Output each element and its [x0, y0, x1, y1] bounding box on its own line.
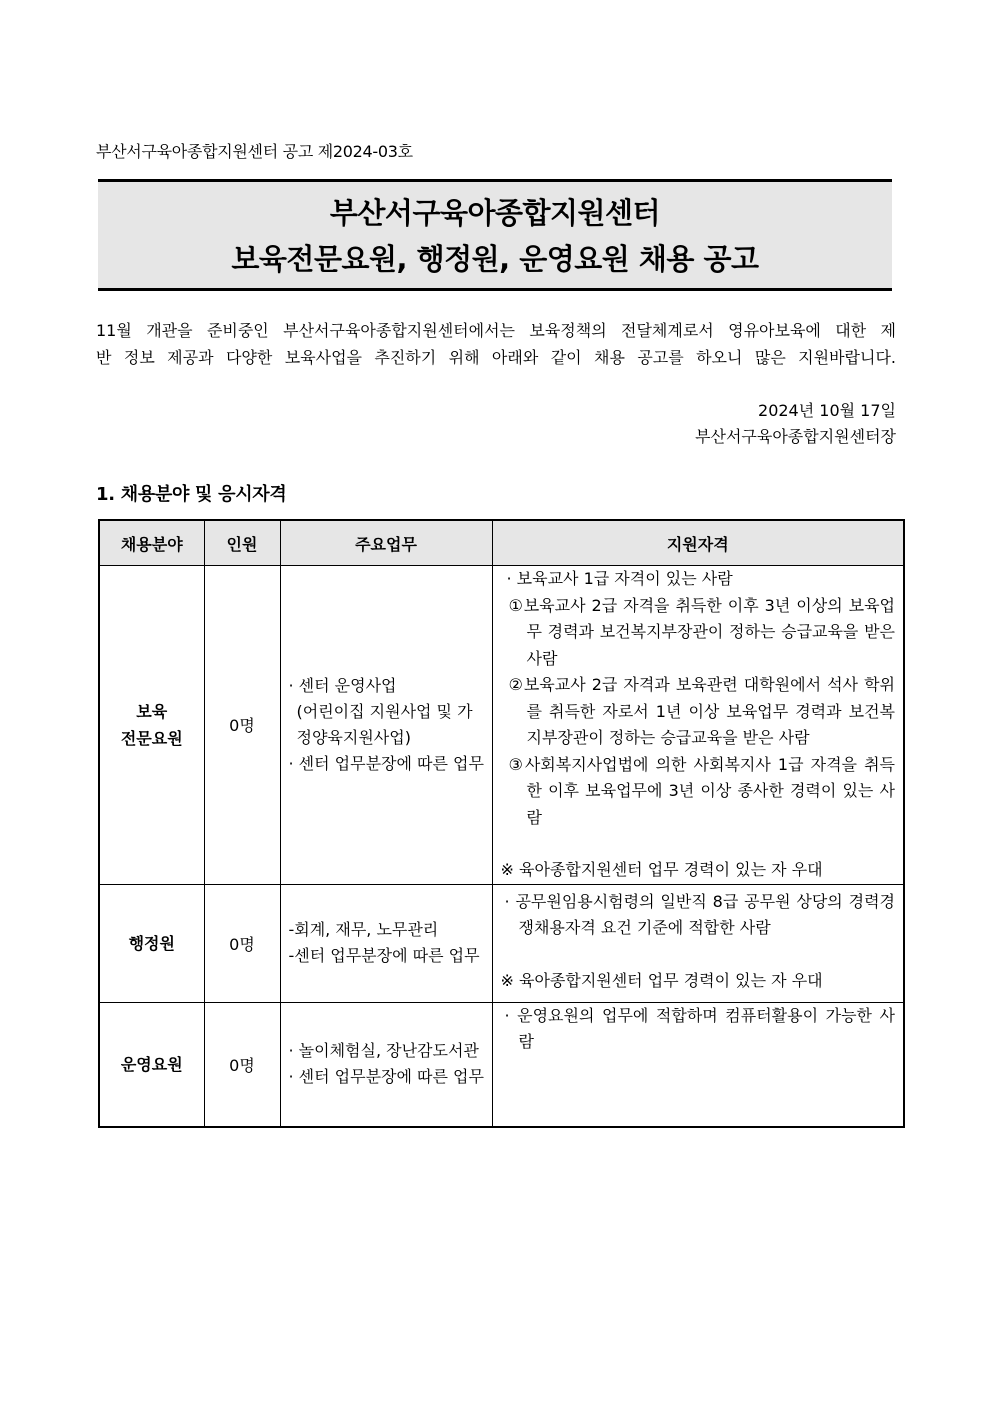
qualification-item: ③사회복지사업법에 의한 사회복지사 1급 자격을 취득한 이후 보육업무에 3년 이상 종사한 경력이 있는 사람	[508, 754, 895, 827]
table-row	[99, 884, 904, 1002]
header-field: 채용분야	[99, 520, 204, 566]
issuer: 부산서구육아종합지원센터장	[695, 427, 896, 446]
intro-line-2: 반 정보 제공과 다양한 보육사업을 추진하기 위해 아래와 같이 채용 공고를 하오니 많은 지원바랍니다.	[96, 348, 896, 367]
duties-cell	[280, 884, 492, 1002]
field-cell	[99, 1002, 204, 1127]
duty-item: -회계, 재무, 노무관리	[288, 920, 439, 939]
field-cell	[99, 566, 204, 885]
section-heading: 1. 채용분야 및 응시자격	[96, 484, 287, 505]
table-row	[99, 566, 904, 885]
title-line-1: 부산서구육아종합지원센터	[329, 196, 661, 230]
duties-cell	[280, 566, 492, 885]
notice-number: 부산서구육아종합지원센터 공고 제2024-03호	[96, 142, 413, 161]
count-cell: 0명	[204, 566, 280, 885]
intro-line-1: 11월 개관을 준비중인 부산서구육아종합지원센터에서는 보육정책의 전달체계로서 영유아보육에 대한 제	[96, 321, 896, 340]
qualification-item: · 운영요원의 업무에 적합하며 컴퓨터활용이 가능한 사람	[504, 1005, 895, 1051]
title-line-2: 보육전문요원, 행정원, 운영요원 채용 공고	[231, 242, 759, 276]
field-label: 보육	[136, 701, 168, 721]
duty-item: · 센터 업무분장에 따른 업무	[288, 1067, 484, 1086]
notice-date: 2024년 10월 17일	[758, 401, 896, 420]
qualification-item: ①보육교사 2급 자격을 취득한 이후 3년 이상의 보육업무 경력과 보건복지부장관이 정하는 승급교육을 받은 사람	[508, 595, 895, 668]
title-box	[98, 179, 892, 291]
duty-item: · 놀이체험실, 장난감도서관	[288, 1041, 479, 1060]
header-count: 인원	[204, 520, 280, 566]
table-row	[99, 1002, 904, 1127]
qualifications-cell	[492, 1002, 904, 1127]
field-label: 전문요원	[120, 728, 183, 748]
preference-note: ※ 육아종합지원센터 업무 경력이 있는 자 우대	[500, 970, 823, 990]
duty-item: (어린이집 지원사업 및 가정양육지원사업)	[296, 701, 473, 747]
field-label: 행정원	[128, 933, 175, 953]
duty-item: · 센터 운영사업	[288, 675, 397, 695]
count-cell: 0명	[204, 884, 280, 1002]
date-block	[695, 398, 896, 450]
spacer	[501, 831, 896, 857]
field-label: 운영요원	[120, 1054, 183, 1074]
qualification-item: · 공무원임용시험령의 일반직 8급 공무원 상당의 경력경쟁채용자격 요건 기준에 적합한 사람	[504, 891, 895, 937]
spacer	[501, 942, 896, 968]
header-duties: 주요업무	[280, 520, 492, 566]
qualifications-cell	[492, 566, 904, 885]
count-cell: 0명	[204, 1002, 280, 1127]
duties-cell	[280, 1002, 492, 1127]
table-header-row	[99, 520, 904, 566]
recruitment-table	[98, 519, 905, 1128]
intro-paragraph	[96, 317, 896, 371]
preference-note: ※ 육아종합지원센터 업무 경력이 있는 자 우대	[500, 860, 823, 879]
header-qualifications: 지원자격	[492, 520, 904, 566]
qualifications-cell	[492, 884, 904, 1002]
duty-item: · 센터 업무분장에 따른 업무	[288, 753, 484, 773]
qualification-item: · 보육교사 1급 자격이 있는 사람	[506, 569, 733, 588]
qualification-item: ②보육교사 2급 자격과 보육관련 대학원에서 석사 학위를 취득한 자로서 1년 이상 보육업무 경력과 보건복지부장관이 정하는 승급교육을 받은 사람	[508, 675, 895, 747]
field-cell	[99, 884, 204, 1002]
duty-item: -센터 업무분장에 따른 업무	[288, 946, 480, 965]
